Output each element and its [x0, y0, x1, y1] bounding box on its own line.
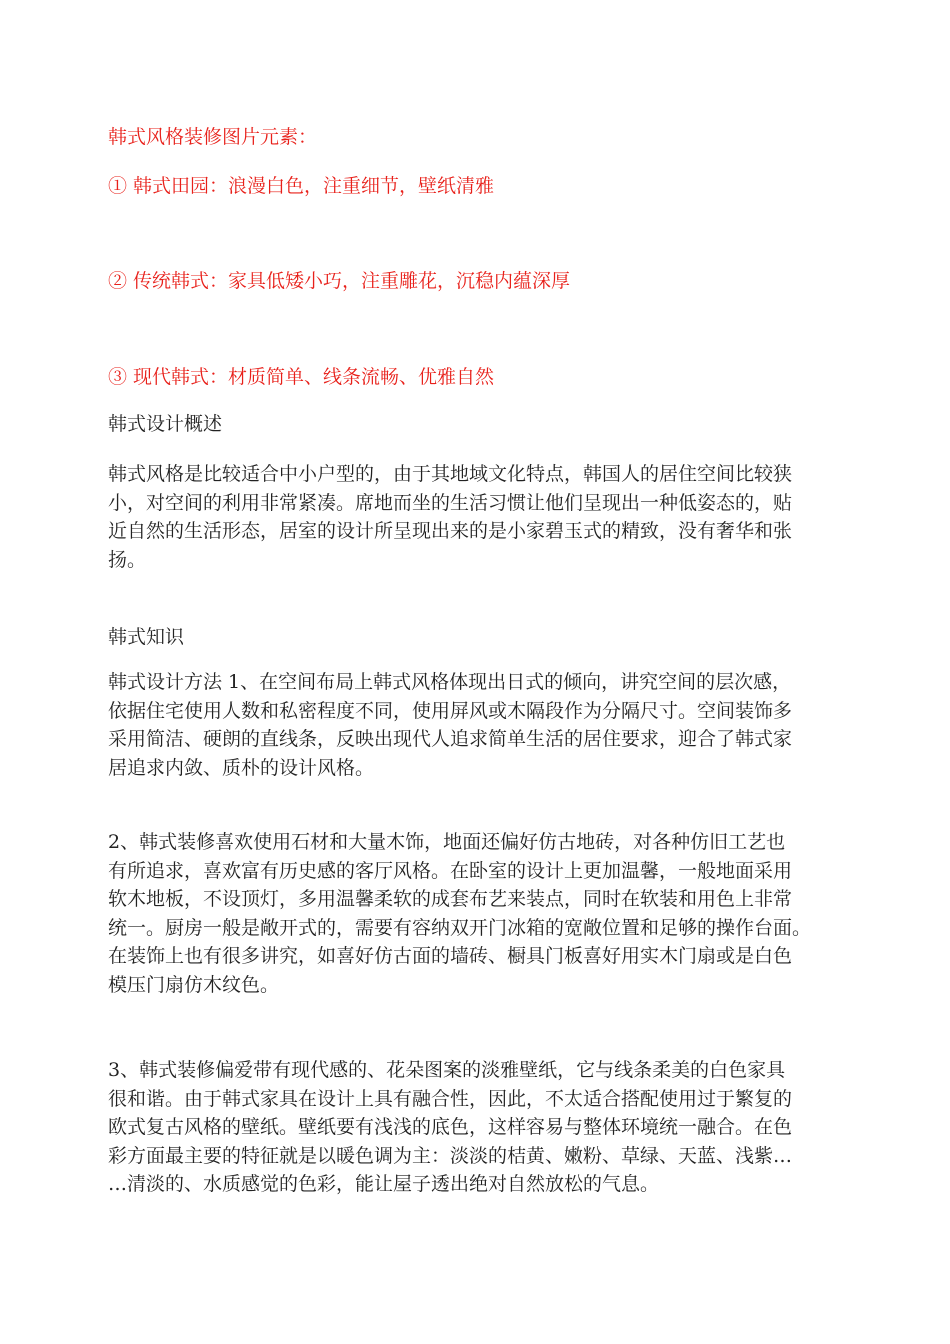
elements-heading: 韩式风格装修图片元素： — [108, 126, 318, 148]
paragraph-line: 3、韩式装修偏爱带有现代感的、花朵图案的淡雅壁纸，它与线条柔美的白色家具 — [108, 1059, 786, 1081]
paragraph-line: …清淡的、水质感觉的色彩，能让屋子透出绝对自然放松的气息。 — [108, 1173, 660, 1195]
paragraph-line: 韩式设计方法 1、在空间布局上韩式风格体现出日式的倾向，讲究空间的层次感， — [108, 671, 792, 693]
element-item-3: ③ 现代韩式：材质简单、线条流畅、优雅自然 — [108, 366, 495, 388]
knowledge-paragraph-1 — [108, 668, 848, 782]
knowledge-paragraph-3 — [108, 1056, 848, 1199]
overview-line: 近自然的生活形态，居室的设计所呈现出来的是小家碧玉式的精致，没有奢华和张 — [108, 520, 793, 542]
paragraph-line: 彩方面最主要的特征就是以暖色调为主：淡淡的桔黄、嫩粉、草绿、天蓝、浅紫… — [108, 1144, 793, 1167]
paragraph-line: 采用简洁、硬朗的直线条，反映出现代人追求简单生活的居住要求，迎合了韩式家 — [108, 728, 793, 750]
overview-heading: 韩式设计概述 — [108, 413, 223, 435]
paragraph-line: 依据住宅使用人数和私密程度不同，使用屏风或木隔段作为分隔尺寸。空间装饰多 — [108, 699, 793, 722]
paragraph-line: 欧式复古风格的壁纸。壁纸要有浅浅的底色，这样容易与整体环境统一融合。在色 — [108, 1116, 793, 1138]
knowledge-heading: 韩式知识 — [108, 626, 185, 648]
paragraph-line: 很和谐。由于韩式家具在设计上具有融合性，因此，不太适合搭配使用过于繁复的 — [108, 1087, 793, 1110]
overview-paragraph — [108, 460, 848, 574]
paragraph-line: 在装饰上也有很多讲究，如喜好仿古面的墙砖、橱具门板喜好用实木门扇或是白色 — [108, 945, 793, 967]
element-item-2: ② 传统韩式：家具低矮小巧，注重雕花，沉稳内蕴深厚 — [108, 270, 571, 292]
knowledge-paragraph-2 — [108, 828, 848, 999]
overview-line: 韩式风格是比较适合中小户型的，由于其地域文化特点，韩国人的居住空间比较狭 — [108, 463, 793, 485]
overview-line: 小，对空间的利用非常紧凑。席地而坐的生活习惯让他们呈现出一种低姿态的，贴 — [108, 491, 793, 514]
overview-line: 扬。 — [108, 548, 147, 571]
element-item-1: ① 韩式田园：浪漫白色，注重细节，壁纸清雅 — [108, 175, 495, 197]
paragraph-line: 2、韩式装修喜欢使用石材和大量木饰，地面还偏好仿古地砖，对各种仿旧工艺也 — [108, 831, 786, 853]
paragraph-line: 软木地板，不设顶灯，多用温馨柔软的成套布艺来装点，同时在软装和用色上非常 — [108, 888, 793, 910]
paragraph-line: 统一。厨房一般是敞开式的，需要有容纳双开门冰箱的宽敞位置和足够的操作台面。 — [108, 916, 812, 939]
paragraph-line: 居追求内敛、质朴的设计风格。 — [108, 756, 375, 779]
paragraph-line: 有所追求，喜欢富有历史感的客厅风格。在卧室的设计上更加温馨，一般地面采用 — [108, 859, 793, 882]
paragraph-line: 模压门扇仿木纹色。 — [108, 973, 280, 996]
